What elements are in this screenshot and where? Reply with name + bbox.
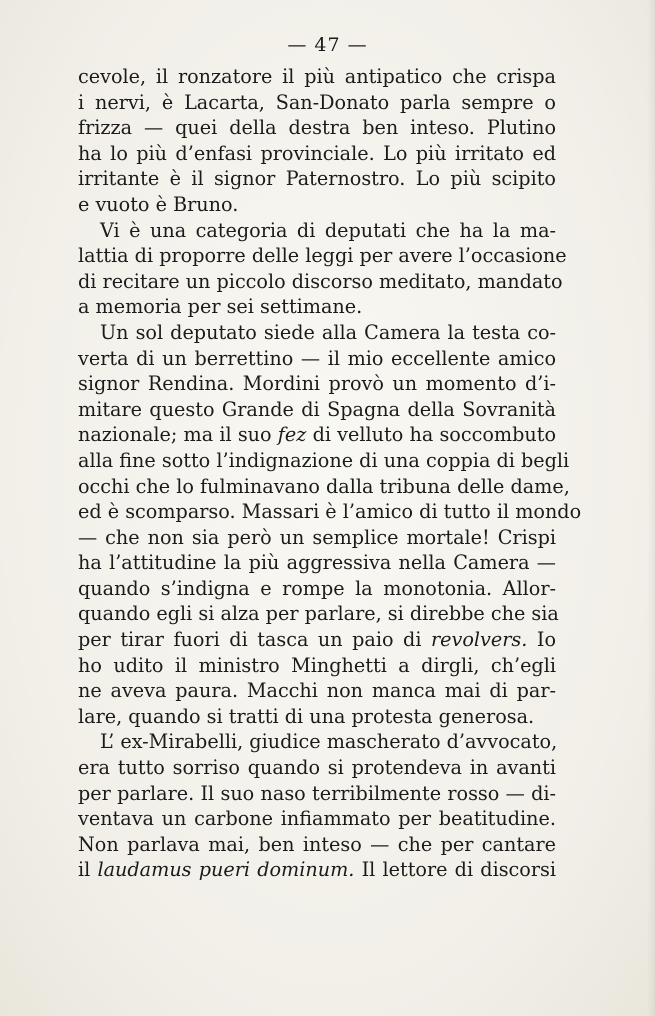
text-line: L’ ex-Mirabelli, giudice mascherato d’avvocato, [100,730,558,754]
text-segment: di velluto ha soccombuto [306,423,556,447]
text-line: frizza — quei della destra ben inteso. Plutino [78,116,556,140]
page-edge-shadow [647,0,655,1016]
body-text [78,64,582,883]
text-segment: il [78,858,98,882]
text-line: per parlare. Il suo naso terribilmente rosso — di- [78,781,556,805]
text-line: occhi che lo fulminavano dalla tribuna delle dame, [78,474,570,498]
text-segment: nazionale; ma il suo [78,423,278,447]
text-line: Non parlava mai, ben inteso — che per cantare [78,832,556,856]
text-line: irritante è il signor Paternostro. Lo più scipito [78,167,556,191]
text-segment: Io [527,628,556,652]
text-line: era tutto sorriso quando si protendeva in avanti [78,756,556,780]
text-line: mitare questo Grande di Spagna della Sovranità [78,397,556,421]
italic-word: revolvers. [430,628,528,652]
text-line: ho udito il ministro Minghetti a dirgli, ch’egli [78,653,556,677]
text-line: — che non sia però un semplice mortale! Crispi [78,525,556,549]
text-line: i nervi, è Lacarta, San-Donato parla sempre o [78,90,556,114]
text-line: ed è scomparso. Massari è l’amico di tutto il mondo [78,500,582,524]
italic-word: laudamus pueri dominum. [97,858,355,882]
text-line: Vi è una categoria di deputati che ha la ma- [100,218,556,242]
text-segment: per tirar fuori di tasca un paio di [78,628,431,652]
text-line: Un sol deputato siede alla Camera la testa co- [100,320,556,344]
text-line: alla fine sotto l’indignazione di una coppia di begli [78,448,570,472]
text-line: signor Rendina. Mordini provò un momento d’i- [78,372,556,396]
text-line: ha lo più d’enfasi provinciale. Lo più irritato ed [78,141,556,165]
text-line: quando s’indigna e rompe la monotonia. Allor- [78,576,556,600]
text-line: lattia di proporre delle leggi per avere l’occasione [78,244,567,268]
page-number-header: — 47 — [287,34,368,56]
text-line: verta di un berrettino — il mio eccellente amico [78,346,556,370]
text-line: di recitare un piccolo discorso meditato, mandato [78,269,563,293]
text-line: cevole, il ronzatore il più antipatico che crispa [78,65,556,88]
text-line: ha l’attitudine la più aggressiva nella Camera — [78,551,556,575]
text-line: e vuoto è Bruno. [78,192,239,216]
text-line: a memoria per sei settimane. [78,295,363,319]
text-line: quando egli si alza per parlare, si direbbe che sia [78,602,559,626]
text-line [78,857,556,883]
text-line: ventava un carbone infiammato per beatitudine. [78,807,556,831]
text-line [78,627,556,653]
text-segment: Il lettore di discorsi [354,858,557,882]
text-line [78,422,556,448]
text-line: ne aveva paura. Macchi non manca mai di par- [78,679,556,703]
italic-word: fez [277,423,307,447]
text-line: lare, quando si tratti di una protesta generosa. [78,704,535,728]
